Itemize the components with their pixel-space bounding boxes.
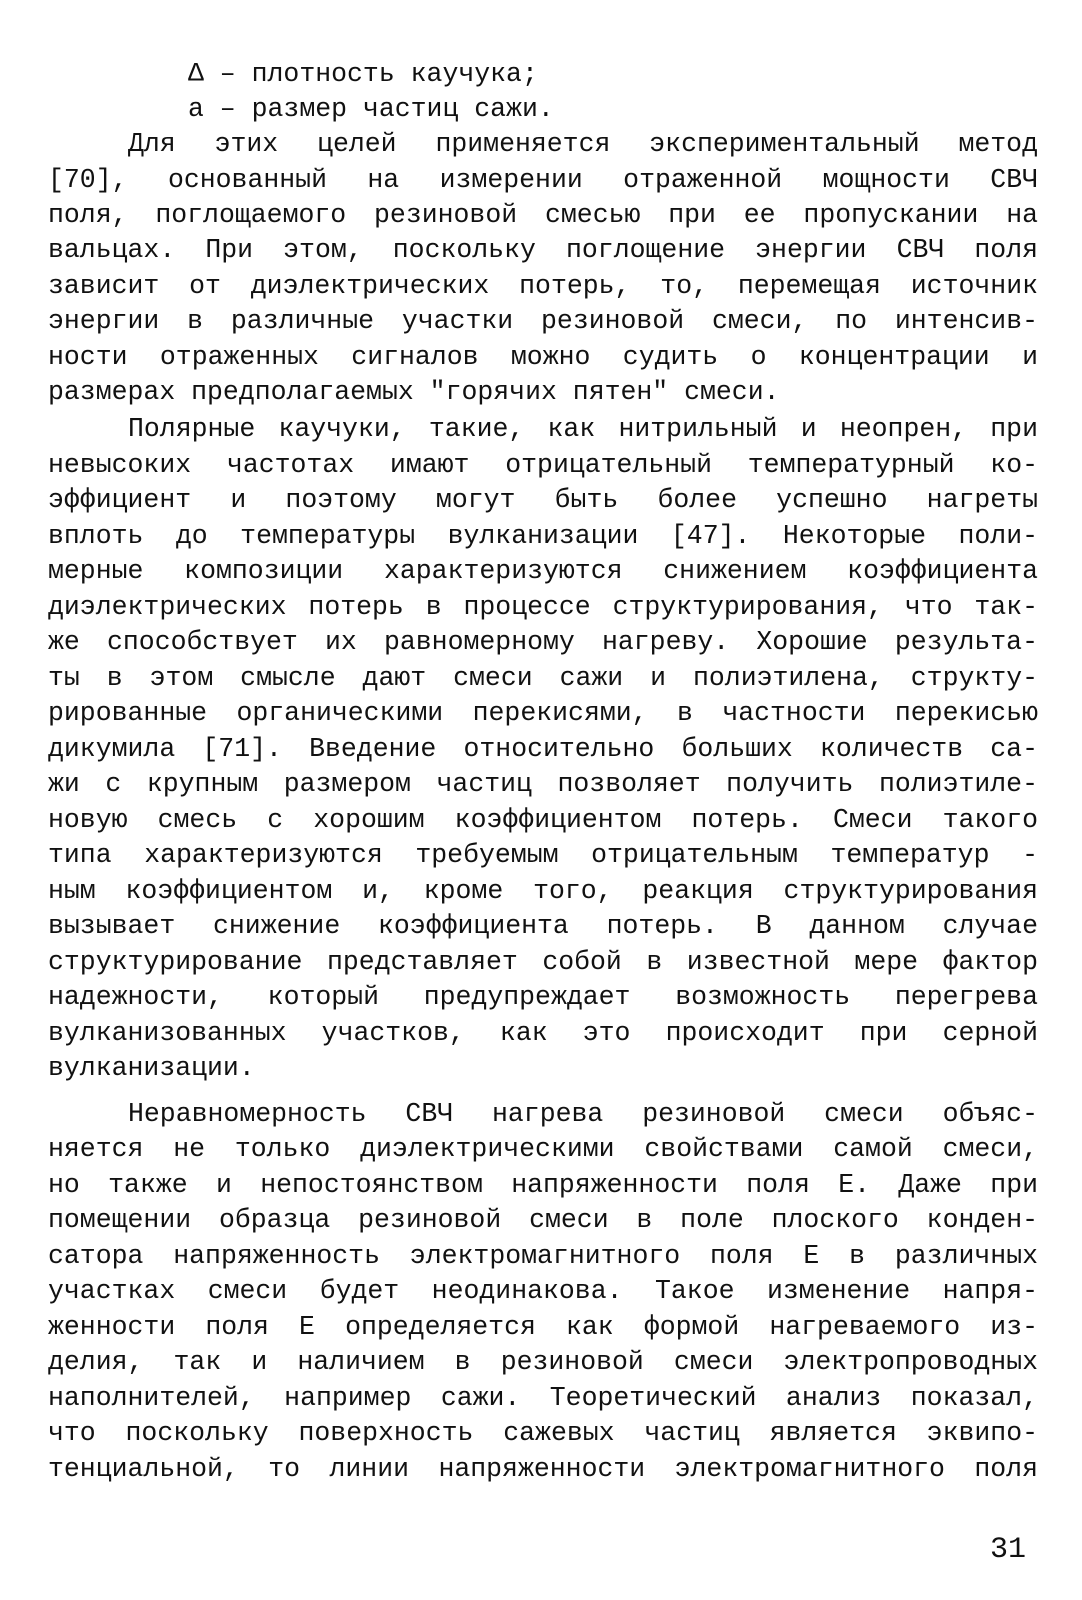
paragraph-3-line: что поскольку поверхность сажевых частиц является эквипо- [48, 1418, 1038, 1448]
paragraph-3-line: женности поля Е определяется как формой нагреваемого из- [48, 1312, 1038, 1342]
paragraph-1-line: зависит от диэлектрических потерь, то, перемещая источник [48, 271, 1038, 301]
paragraph-2-line: рированные органическими перекисями, в частности перекисью [48, 698, 1038, 728]
paragraph-2-line: жи с крупным размером частиц позволяет получить полиэтиле- [48, 769, 1038, 799]
paragraph-3-line: Неравномерность СВЧ нагрева резиновой смеси объяс- [128, 1099, 1038, 1129]
paragraph-1-line: ности отраженных сигналов можно судить о концентрации и [48, 342, 1038, 372]
paragraph-2-line: вызывает снижение коэффициента потерь. В данном случае [48, 911, 1038, 941]
paragraph-3-line: сатора напряженность электромагнитного поля Е в различных [48, 1241, 1038, 1271]
paragraph-2-line: ным коэффициентом и, кроме того, реакция структурирования [48, 876, 1038, 906]
definition-density: Δ – плотность каучука; [188, 59, 538, 89]
paragraph-2-line: диэлектрических потерь в процессе структурирования, что так- [48, 592, 1038, 622]
paragraph-2-line: мерные композиции характеризуются снижением коэффициента [48, 556, 1038, 586]
paragraph-2-line: вплоть до температуры вулканизации [47]. Некоторые поли- [48, 521, 1038, 551]
paragraph-3-line: но также и непостоянством напряженности поля Е. Даже при [48, 1170, 1038, 1200]
paragraph-1-line: энергии в различные участки резиновой смеси, по интенсив- [48, 306, 1038, 336]
paragraph-3-line: делия, так и наличием в резиновой смеси электропроводных [48, 1347, 1038, 1377]
paragraph-2-line: надежности, который предупреждает возможность перегрева [48, 982, 1038, 1012]
paragraph-1-line: Для этих целей применяется экспериментальный метод [128, 129, 1038, 159]
paragraph-1-line: вальцах. При этом, поскольку поглощение энергии СВЧ поля [48, 235, 1038, 265]
paragraph-2-line: новую смесь с хорошим коэффициентом потерь. Смеси такого [48, 805, 1038, 835]
paragraph-2-line: ты в этом смысле дают смеси сажи и полиэтилена, структу- [48, 663, 1038, 693]
paragraph-3-line: наполнителей, например сажи. Теоретический анализ показал, [48, 1383, 1038, 1413]
page-number: 31 [989, 1533, 1026, 1567]
paragraph-2-line: типа характеризуются требуемым отрицательным температур - [48, 840, 1038, 870]
paragraph-2-line: дикумила [71]. Введение относительно больших количеств са- [48, 734, 1038, 764]
paragraph-2-line: Полярные каучуки, такие, как нитрильный и неопрен, при [128, 414, 1038, 444]
paragraph-3-line: участках смеси будет неодинакова. Такое изменение напря- [48, 1276, 1038, 1306]
paragraph-2-line: невысоких частотах имают отрицательный температурный ко- [48, 450, 1038, 480]
paragraph-2-line: структурирование представляет собой в известной мере фактор [48, 947, 1038, 977]
paragraph-2-line: же способствует их равномерному нагреву. Хорошие результа- [48, 627, 1038, 657]
paragraph-3-line: помещении образца резиновой смеси в поле плоского конден- [48, 1205, 1038, 1235]
paragraph-1-line: размерах предполагаемых "горячих пятен" смеси. [48, 377, 780, 407]
paragraph-3-line: няется не только диэлектрическими свойствами самой смеси, [48, 1134, 1038, 1164]
paragraph-1-line: поля, поглощаемого резиновой смесью при ее пропускании на [48, 200, 1038, 230]
paragraph-1-line: [70], основанный на измерении отраженной мощности СВЧ [48, 165, 1038, 195]
paragraph-3-line: тенциальной, то линии напряженности электромагнитного поля [48, 1454, 1038, 1484]
definition-particle-size: а – размер частиц сажи. [188, 94, 554, 124]
paragraph-2-line: вулканизованных участков, как это происходит при серной [48, 1018, 1038, 1048]
paragraph-2-line: эффициент и поэтому могут быть более успешно нагреты [48, 485, 1038, 515]
paragraph-2-line: вулканизации. [48, 1053, 255, 1083]
